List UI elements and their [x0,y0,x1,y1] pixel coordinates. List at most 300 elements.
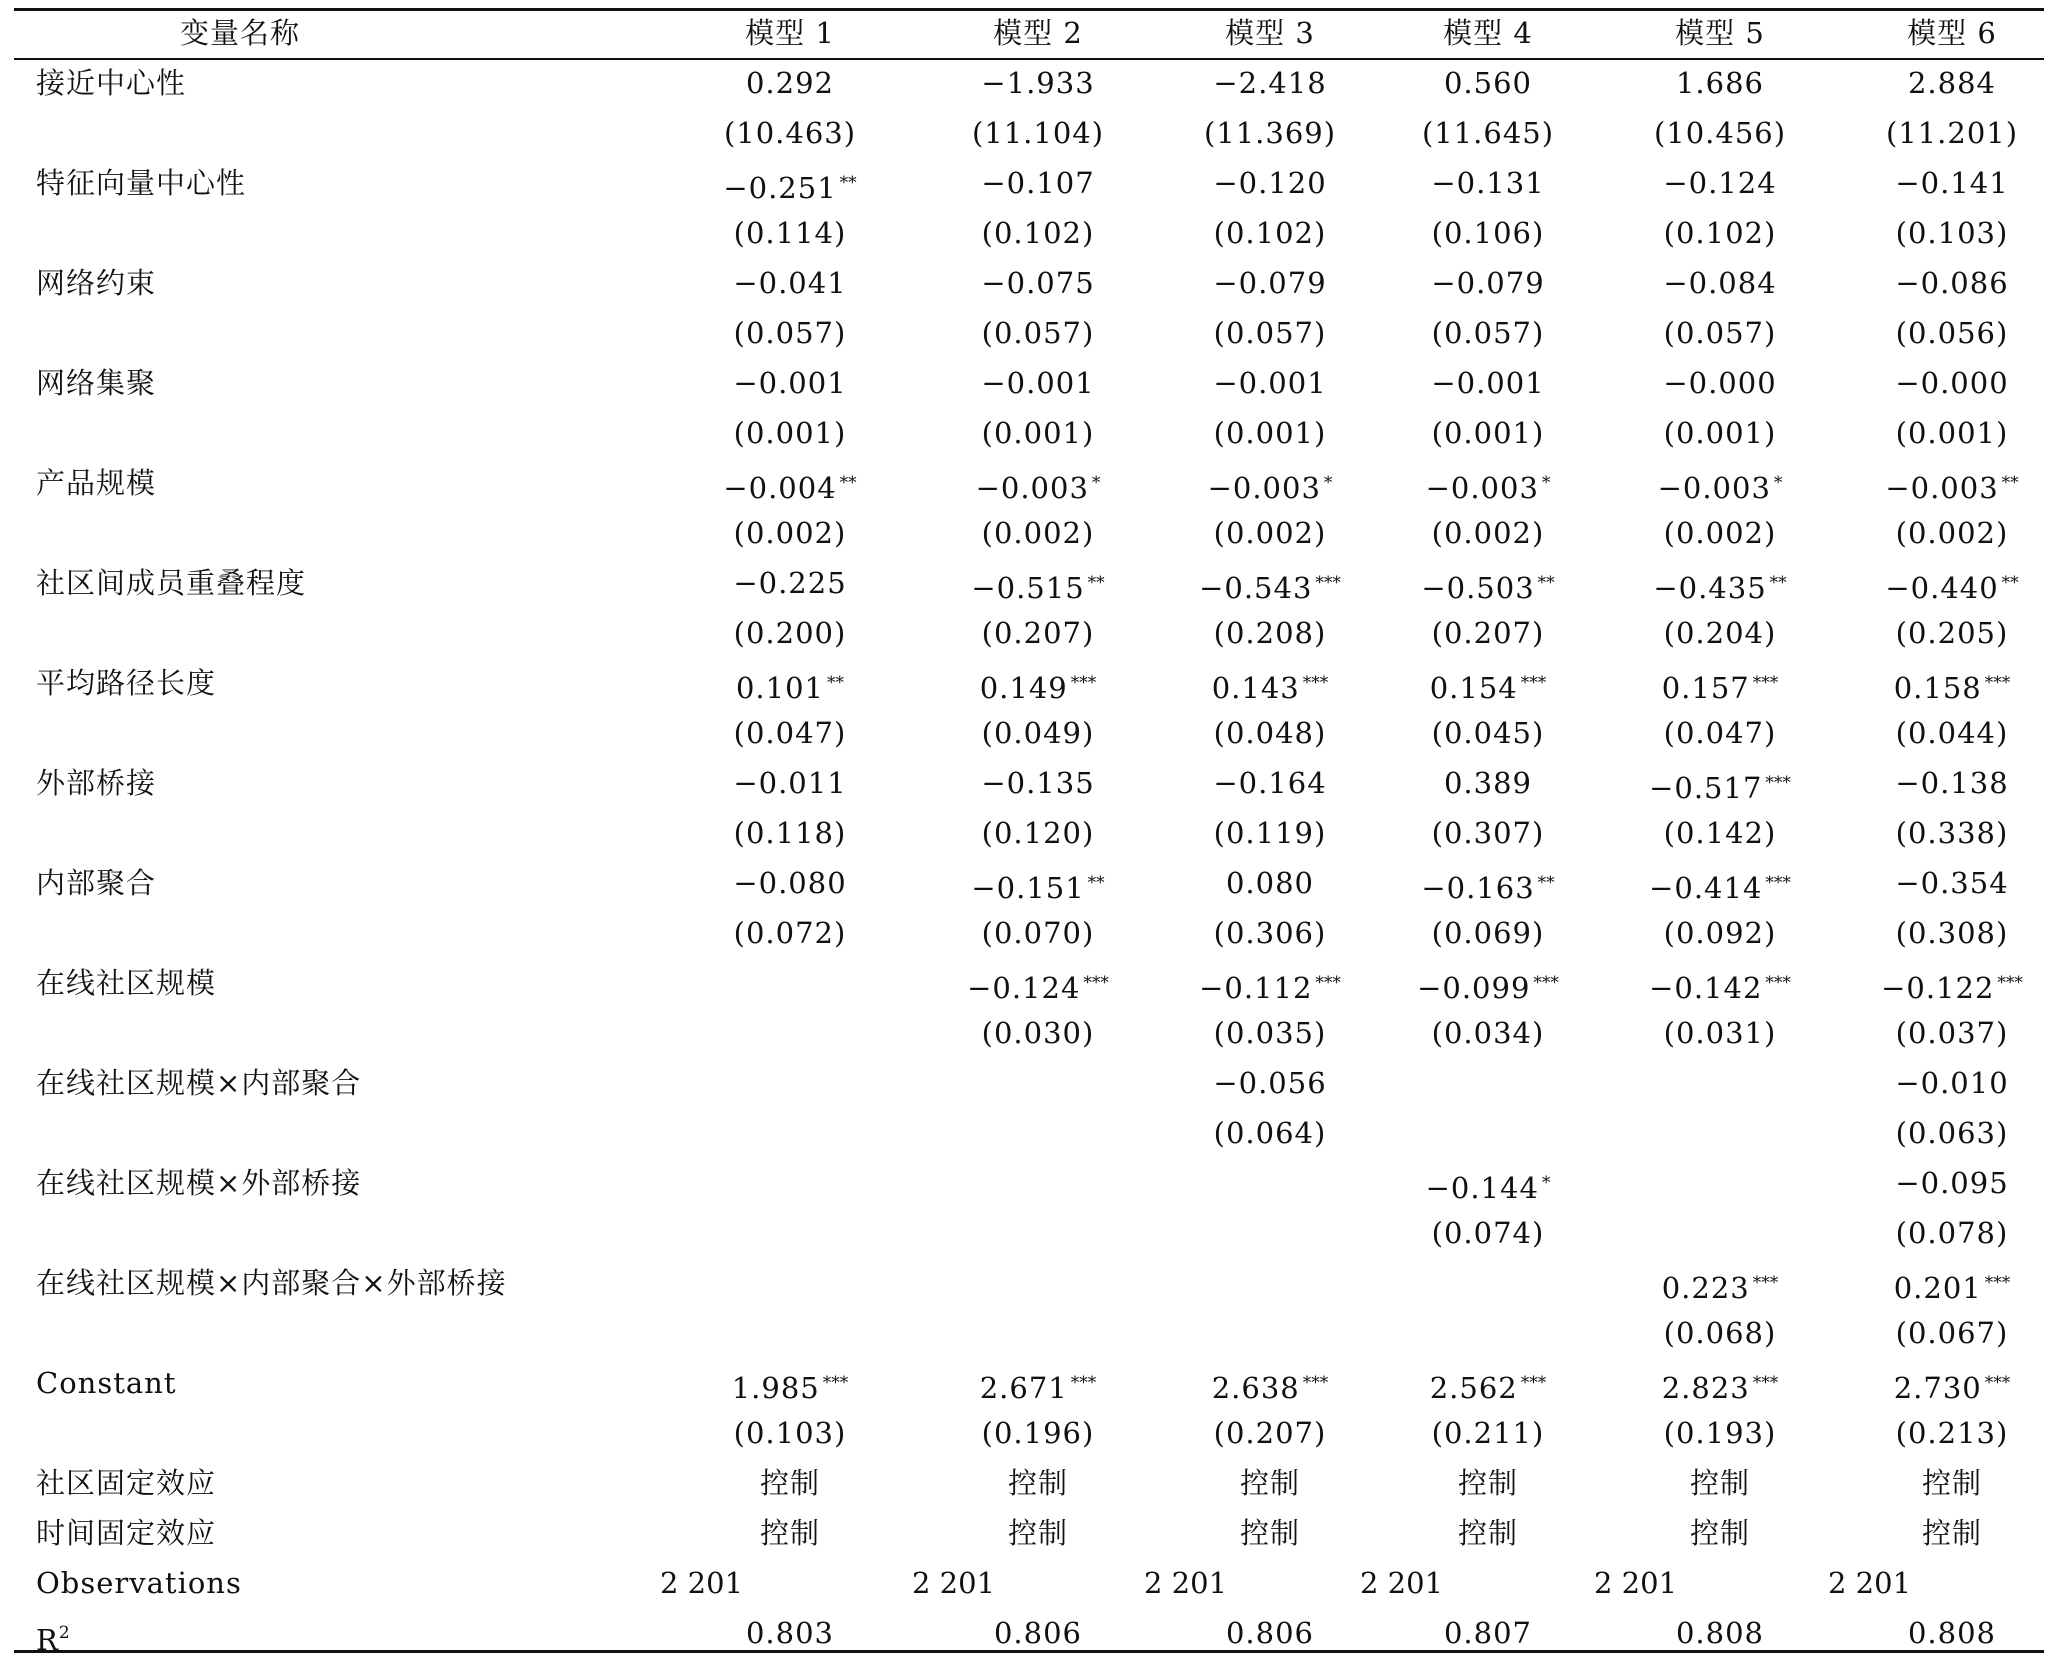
header-model-5-text: 模型 5 [1675,16,1765,50]
header-model-3 [1164,8,1376,58]
se-cell-text: (10.456) [1653,116,1787,150]
fixed-effect-cell [684,1458,896,1508]
significance-stars: ** [1769,573,1787,593]
se-cell-text: (0.103) [1895,216,2009,250]
se-cell-text: (11.104) [971,116,1105,150]
fixed-effect-cell-text: 控制 [1457,1466,1518,1500]
se-cell-text: (0.002) [1431,516,1545,550]
coef-cell [1164,158,1376,208]
se-cell-text: (0.001) [733,416,847,450]
se-row [14,408,2044,458]
se-cell-text: (0.045) [1431,716,1545,750]
se-cell [1846,208,2048,258]
coef-cell-text: −0.135 [981,766,1095,800]
se-cell-text: (0.308) [1895,916,2009,950]
se-cell-text: (0.056) [1895,316,2009,350]
header-variable-name [180,8,300,58]
coef-cell-text: −0.000 [1663,366,1777,400]
r2-cell-text: 0.803 [745,1616,835,1650]
significance-stars: *** [1984,1273,2011,1293]
coef-cell [1614,158,1826,208]
se-cell [1846,408,2048,458]
bottom-rule [14,1650,2044,1653]
se-cell-text: (0.001) [1213,416,1327,450]
coef-cell-text: −0.517 [1649,771,1763,805]
se-cell [1164,208,1376,258]
se-cell [932,808,1144,858]
coef-cell-text: −0.001 [981,366,1095,400]
variable-label [36,58,186,108]
variable-label-text: 社区间成员重叠程度 [36,566,307,600]
se-cell [932,908,1144,958]
significance-stars: ** [839,473,857,493]
coef-cell [932,958,1144,1008]
se-cell-text: (0.068) [1663,1316,1777,1350]
se-cell-text: (0.002) [1895,516,2009,550]
se-cell-text: (10.463) [723,116,857,150]
coef-cell-text: −0.163 [1421,871,1535,905]
se-cell [684,708,896,758]
coef-row [14,358,2044,408]
r2-cell-text: 0.808 [1675,1616,1765,1650]
coef-cell [684,558,896,608]
coef-cell [1614,858,1826,908]
coef-cell-text: −1.933 [981,66,1095,100]
coef-cell-text: −0.251 [723,171,837,205]
coef-cell-text: −0.001 [733,366,847,400]
coef-cell [684,158,896,208]
significance-stars: *** [1765,873,1791,893]
coef-row [14,1358,2044,1408]
header-model-6-text: 模型 6 [1907,16,1997,50]
se-row [14,1408,2044,1458]
coef-cell-text: 0.389 [1443,766,1533,800]
coef-cell [1846,458,2048,508]
observations-cell: 2 201 [1144,1566,1228,1600]
significance-stars: *** [1984,1373,2011,1393]
significance-stars: ** [1537,573,1555,593]
header-model-2 [932,8,1144,58]
coef-cell-text: 2.638 [1211,1371,1300,1405]
header-model-4-text: 模型 4 [1443,16,1533,50]
fixed-effect-cell [932,1508,1144,1558]
coef-cell [1382,458,1594,508]
coef-cell-text: 0.154 [1429,671,1518,705]
se-cell [1164,908,1376,958]
coef-cell [932,758,1144,808]
variable-label-text: 在线社区规模×内部聚合×外部桥接 [36,1266,507,1300]
variable-label-text: 在线社区规模×内部聚合 [36,1066,362,1100]
se-cell [684,108,896,158]
significance-stars: ** [827,673,845,693]
se-row [14,1108,2044,1158]
coef-row [14,158,2044,208]
significance-stars: *** [1302,1373,1329,1393]
se-cell [1382,208,1594,258]
coef-cell-text: −0.003 [1657,471,1771,505]
significance-stars: * [1541,1173,1551,1193]
observations-cell: 2 201 [912,1566,996,1600]
se-row [14,108,2044,158]
se-cell-text: (0.049) [981,716,1095,750]
se-cell-text: (0.092) [1663,916,1777,950]
header-variable-name-text: 变量名称 [180,16,301,50]
fixed-effect-cell-text: 控制 [1689,1466,1750,1500]
coef-cell [1382,858,1594,908]
coef-cell [684,458,896,508]
significance-stars: *** [822,1373,849,1393]
coef-cell-text: −0.543 [1199,571,1313,605]
fixed-effect-cell [1382,1508,1594,1558]
coef-cell [1164,958,1376,1008]
coef-cell [684,58,896,108]
coef-cell-text: −0.151 [971,871,1085,905]
coef-row [14,458,2044,508]
variable-label-text: 在线社区规模 [36,966,217,1000]
coef-cell-text: 0.158 [1893,671,1982,705]
se-cell [1846,1208,2048,1258]
significance-stars: *** [1752,1273,1779,1293]
variable-label [36,1058,361,1108]
se-cell [684,808,896,858]
header-model-3-text: 模型 3 [1225,16,1315,50]
coef-cell-text: −0.141 [1895,166,2009,200]
coef-cell [1382,1158,1594,1208]
coef-cell-text: 0.080 [1225,866,1315,900]
variable-label-text: Constant [36,1366,177,1400]
coef-cell [1846,258,2048,308]
se-cell [684,308,896,358]
significance-stars: *** [1984,673,2011,693]
se-cell-text: (0.002) [981,516,1095,550]
header-model-6 [1846,8,2048,58]
coef-cell [1382,558,1594,608]
se-cell-text: (0.078) [1895,1216,2009,1250]
se-cell-text: (0.142) [1663,816,1777,850]
fixed-effect-cell [1614,1508,1826,1558]
coef-cell-text: −0.225 [733,566,847,600]
se-cell-text: (0.034) [1431,1016,1545,1050]
se-row [14,808,2044,858]
coef-cell-text: −0.080 [733,866,847,900]
se-cell [932,308,1144,358]
coef-cell [932,658,1144,708]
coef-cell [1846,1258,2048,1308]
coef-cell [684,858,896,908]
coef-cell [932,858,1144,908]
se-cell-text: (0.205) [1895,616,2009,650]
variable-label [36,358,156,408]
se-cell [1614,608,1826,658]
observations-cell: 2 201 [1594,1566,1678,1600]
significance-stars: *** [1070,1373,1097,1393]
se-cell [1164,708,1376,758]
coef-cell [684,258,896,308]
se-cell-text: (0.044) [1895,716,2009,750]
fixed-effect-cell-text: 控制 [1921,1516,1982,1550]
significance-stars: ** [1537,873,1555,893]
coef-cell-text: 1.686 [1675,66,1765,100]
se-cell [1382,608,1594,658]
fixed-effect-cell [1164,1508,1376,1558]
significance-stars: *** [1765,973,1791,993]
coef-cell [684,358,896,408]
observations-cell: 2 201 [660,1566,744,1600]
coef-row [14,658,2044,708]
se-cell-text: (0.103) [733,1416,847,1450]
fixed-effect-cell [684,1508,896,1558]
coef-cell [1846,1358,2048,1408]
fixed-effect-cell-text: 控制 [1007,1466,1068,1500]
se-row [14,1208,2044,1258]
se-cell [684,408,896,458]
r2-label-text: R [36,1623,59,1657]
coef-cell [1846,658,2048,708]
se-cell [1164,508,1376,558]
coef-cell [1164,558,1376,608]
variable-label [36,158,246,208]
se-cell [1846,908,2048,958]
fixed-effect-cell-text: 控制 [1457,1516,1518,1550]
se-cell-text: (0.057) [981,316,1095,350]
coef-row [14,958,2044,1008]
se-cell [1382,408,1594,458]
se-row [14,708,2044,758]
fixed-effect-row [14,1458,2044,1508]
coef-cell [932,358,1144,408]
coef-cell [1382,58,1594,108]
coef-cell [1614,658,1826,708]
se-cell-text: (0.118) [733,816,847,850]
coef-cell-text: 2.671 [979,1371,1068,1405]
fixed-effect-label-text: 社区固定效应 [36,1466,217,1500]
se-cell [932,208,1144,258]
header-row [14,8,2044,58]
coef-row [14,558,2044,608]
coef-cell [1614,958,1826,1008]
coef-cell-text: −0.079 [1213,266,1327,300]
se-cell-text: (0.072) [733,916,847,950]
se-cell [1164,1108,1376,1158]
coef-cell-text: −0.001 [1213,366,1327,400]
coef-cell-text: −0.124 [1663,166,1777,200]
se-cell-text: (0.102) [1663,216,1777,250]
se-cell [1382,108,1594,158]
variable-label [36,1258,507,1308]
coef-cell-text: −0.138 [1895,766,2009,800]
se-cell-text: (0.002) [1213,516,1327,550]
se-cell [1164,108,1376,158]
se-cell-text: (0.204) [1663,616,1777,650]
fixed-effect-cell-text: 控制 [1239,1516,1300,1550]
header-model-5 [1614,8,1826,58]
fixed-effect-label-text: 时间固定效应 [36,1516,217,1550]
se-cell [1614,208,1826,258]
se-cell [1846,1408,2048,1458]
coef-cell [1614,558,1826,608]
se-row [14,908,2044,958]
coef-cell [1846,58,2048,108]
se-cell-text: (0.207) [1431,616,1545,650]
coef-row [14,1058,2044,1108]
coef-cell-text: 2.562 [1429,1371,1518,1405]
se-cell [1846,1308,2048,1358]
coef-cell-text: −0.003 [1885,471,1999,505]
se-cell [1846,608,2048,658]
se-cell-text: (0.001) [981,416,1095,450]
se-cell-text: (0.057) [1431,316,1545,350]
coef-cell [684,758,896,808]
coef-cell [1846,1058,2048,1108]
se-cell-text: (0.193) [1663,1416,1777,1450]
se-cell [1382,1408,1594,1458]
observations-label [36,1558,242,1608]
se-cell-text: (11.369) [1203,116,1337,150]
coef-cell [1614,458,1826,508]
coef-cell [1164,458,1376,508]
observations-row [14,1558,2044,1608]
se-cell [1614,1308,1826,1358]
se-cell [932,708,1144,758]
significance-stars: *** [1533,973,1559,993]
se-cell [1614,508,1826,558]
variable-label-text: 网络约束 [36,266,157,300]
coef-cell-text: −0.440 [1885,571,1999,605]
se-cell [1614,108,1826,158]
significance-stars: * [1091,473,1101,493]
coef-cell-text: −0.414 [1649,871,1763,905]
se-cell [932,1008,1144,1058]
fixed-effect-row [14,1508,2044,1558]
coef-cell [1164,858,1376,908]
fixed-effect-cell-text: 控制 [1689,1516,1750,1550]
significance-stars: *** [1070,673,1097,693]
variable-label-text: 平均路径长度 [36,666,217,700]
significance-stars: ** [1087,873,1105,893]
coef-cell-text: −0.011 [733,766,847,800]
coef-cell-text: −0.001 [1431,366,1545,400]
significance-stars: *** [1315,573,1341,593]
se-cell-text: (0.102) [1213,216,1327,250]
coef-row [14,1258,2044,1308]
coef-cell [1614,358,1826,408]
se-cell-text: (0.001) [1895,416,2009,450]
se-cell-text: (0.057) [733,316,847,350]
variable-label [36,758,156,808]
fixed-effect-label [36,1508,216,1558]
coef-cell-text: −0.122 [1881,971,1995,1005]
se-cell-text: (11.645) [1421,116,1555,150]
se-cell-text: (0.057) [1213,316,1327,350]
se-cell [1614,708,1826,758]
coef-cell-text: −0.435 [1653,571,1767,605]
se-cell [1846,808,2048,858]
coef-cell [1164,58,1376,108]
variable-label-text: 接近中心性 [36,66,187,100]
coef-cell [1846,558,2048,608]
r2-cell-text: 0.807 [1443,1616,1533,1650]
coef-row [14,1158,2044,1208]
se-cell-text: (0.207) [1213,1416,1327,1450]
se-cell-text: (0.002) [733,516,847,550]
coef-cell [1164,358,1376,408]
coef-cell [684,1358,896,1408]
coef-cell-text: −0.099 [1417,971,1531,1005]
se-cell-text: (0.064) [1213,1116,1327,1150]
significance-stars: ** [1087,573,1105,593]
coef-cell [1382,758,1594,808]
coef-cell-text: 0.201 [1893,1271,1982,1305]
se-cell-text: (0.035) [1213,1016,1327,1050]
fixed-effect-cell-text: 控制 [759,1516,820,1550]
se-cell-text: (0.067) [1895,1316,2009,1350]
significance-stars: * [1541,473,1551,493]
se-cell-text: (0.196) [981,1416,1095,1450]
coef-cell-text: 2.823 [1661,1371,1750,1405]
coef-cell [1846,958,2048,1008]
coef-cell-text: −0.079 [1431,266,1545,300]
se-cell [1382,1208,1594,1258]
se-cell-text: (0.208) [1213,616,1327,650]
se-cell [684,608,896,658]
variable-label-text: 特征向量中心性 [36,166,247,200]
se-row [14,1308,2044,1358]
se-cell-text: (0.102) [981,216,1095,250]
se-cell-text: (0.031) [1663,1016,1777,1050]
variable-label-text: 产品规模 [36,466,157,500]
coef-cell [1382,158,1594,208]
se-cell-text: (0.213) [1895,1416,2009,1450]
coef-cell [932,258,1144,308]
coef-cell-text: −0.112 [1199,971,1313,1005]
fixed-effect-cell [1164,1458,1376,1508]
se-cell [1382,508,1594,558]
se-cell [1164,608,1376,658]
se-row [14,208,2044,258]
coef-cell-text: −2.418 [1213,66,1327,100]
coef-cell [1382,658,1594,708]
observations-label-text: Observations [36,1566,242,1600]
coef-cell [1382,958,1594,1008]
coef-row [14,858,2044,908]
se-cell [1382,908,1594,958]
significance-stars: *** [1520,673,1547,693]
coef-cell [1164,258,1376,308]
coef-cell-text: −0.144 [1425,1171,1539,1205]
coef-cell [1614,1258,1826,1308]
coef-cell [1614,258,1826,308]
coef-cell-text: −0.120 [1213,166,1327,200]
coef-cell-text: −0.164 [1213,766,1327,800]
significance-stars: *** [1752,1373,1779,1393]
se-cell [1164,308,1376,358]
se-cell [1382,808,1594,858]
fixed-effect-cell [1846,1458,2048,1508]
fixed-effect-cell-text: 控制 [1007,1516,1068,1550]
se-cell-text: (0.002) [1663,516,1777,550]
coef-cell-text: −0.095 [1895,1166,2009,1200]
se-cell [1614,1008,1826,1058]
se-cell [932,108,1144,158]
coef-cell-text: −0.107 [981,166,1095,200]
coef-cell [1846,158,2048,208]
se-cell [1382,1008,1594,1058]
coef-cell [932,158,1144,208]
significance-stars: ** [2001,473,2019,493]
se-cell-text: (0.211) [1431,1416,1545,1450]
se-cell [1164,408,1376,458]
fixed-effect-cell [932,1458,1144,1508]
